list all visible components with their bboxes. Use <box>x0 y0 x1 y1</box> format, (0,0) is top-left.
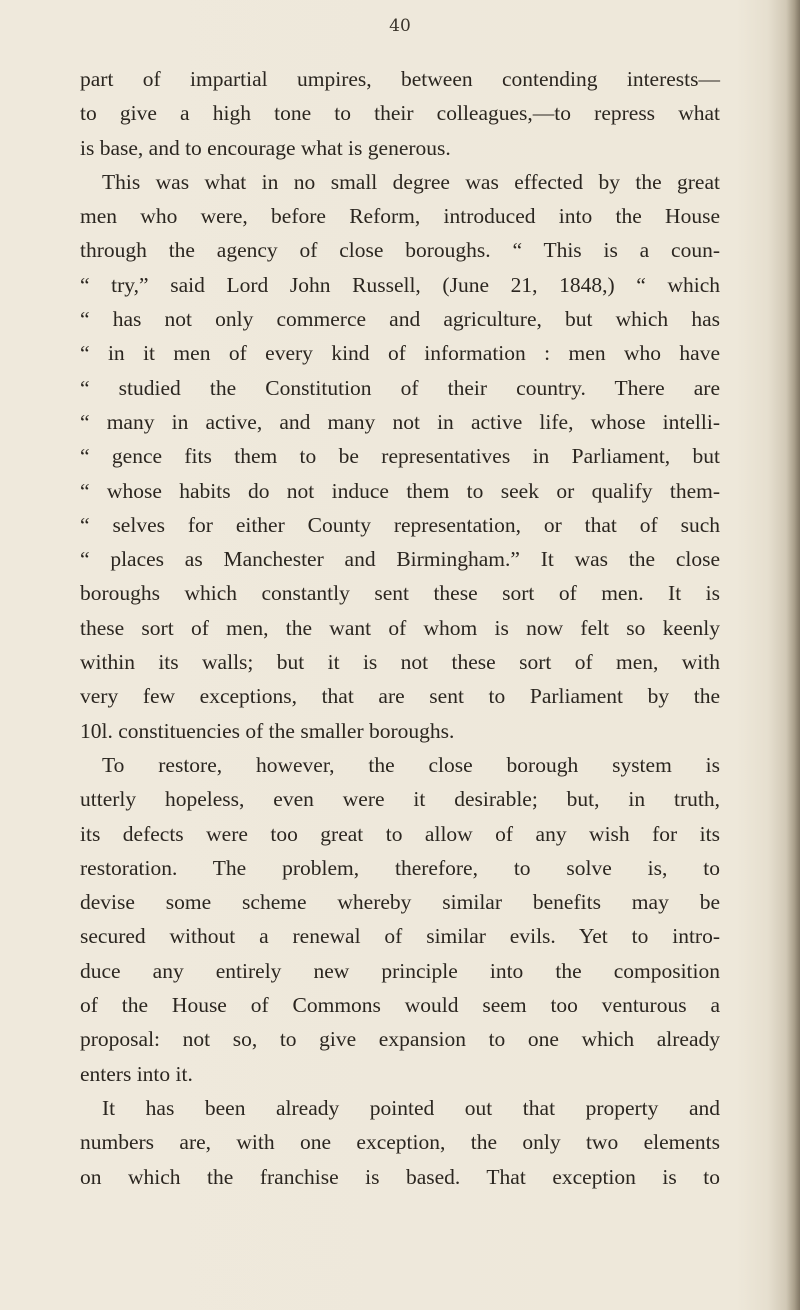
text-line: within its walls; but it is not these sort of men, with <box>80 650 720 675</box>
text-line: on which the franchise is based. That exception is to <box>80 1164 720 1189</box>
body-text <box>80 62 720 1194</box>
text-line: restoration. The problem, therefore, to solve is, to <box>80 855 720 880</box>
text-line: proposal: not so, to give expansion to one which already <box>80 1027 720 1052</box>
text-line: utterly hopeless, even were it desirable; but, in truth, <box>80 787 720 812</box>
text-line: “ has not only commerce and agriculture, but which has <box>80 302 720 336</box>
text-line: 10l. constituencies of the smaller boroughs. <box>80 718 455 743</box>
text-line: numbers are, with one exception, the only two elements <box>80 1130 720 1155</box>
text-line: “ gence fits them to be representatives in Parliament, but <box>80 439 720 473</box>
text-line: through the agency of close boroughs. “ This is a coun- <box>80 238 720 263</box>
text-line: “ in it men of every kind of information : men who have <box>80 336 720 370</box>
text-line: “ selves for either County representation, or that of such <box>80 508 720 542</box>
page-edge-shadow <box>786 0 800 1310</box>
text-line: “ try,” said Lord John Russell, (June 21, 1848,) “ which <box>80 268 720 302</box>
text-line: secured without a renewal of similar evils. Yet to intro- <box>80 924 720 949</box>
text-line: these sort of men, the want of whom is now felt so keenly <box>80 615 720 640</box>
text-line: “ places as Manchester and Birmingham.” It was the close <box>80 542 720 576</box>
text-line: part of impartial umpires, between contending interests— <box>80 67 720 91</box>
text-line: of the House of Commons would seem too venturous a <box>80 993 720 1018</box>
text-line: devise some scheme whereby similar benefits may be <box>80 890 720 915</box>
text-line: To restore, however, the close borough system is <box>102 752 720 777</box>
text-line: very few exceptions, that are sent to Parliament by the <box>80 684 720 709</box>
text-line: its defects were too great to allow of any wish for its <box>80 821 720 846</box>
text-line: “ studied the Constitution of their country. There are <box>80 371 720 405</box>
text-line: boroughs which constantly sent these sort of men. It is <box>80 581 720 606</box>
text-line: duce any entirely new principle into the composition <box>80 958 720 983</box>
text-line: enters into it. <box>80 1061 193 1086</box>
text-line: men who were, before Reform, introduced into the House <box>80 204 720 229</box>
page-number: 40 <box>389 16 411 36</box>
text-line: It has been already pointed out that property and <box>102 1095 720 1120</box>
text-line: to give a high tone to their colleagues,—to repress what <box>80 101 720 126</box>
text-line: “ whose habits do not induce them to seek or qualify them- <box>80 474 720 508</box>
text-line: “ many in active, and many not in active life, whose intelli- <box>80 405 720 439</box>
text-line: This was what in no small degree was effected by the great <box>102 169 720 194</box>
text-line: is base, and to encourage what is generous. <box>80 135 451 160</box>
